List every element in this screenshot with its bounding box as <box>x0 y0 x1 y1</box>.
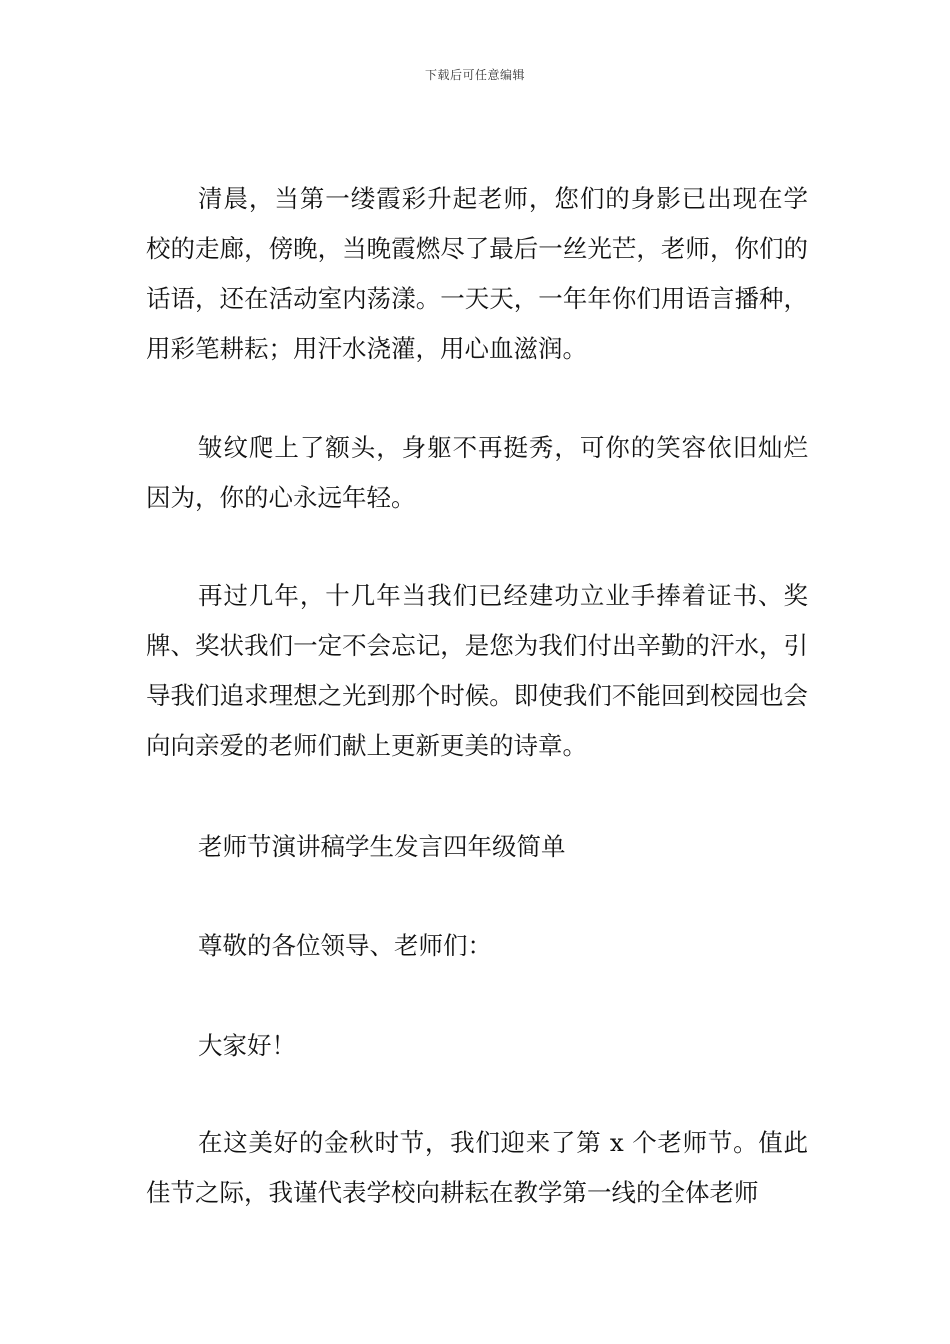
paragraph-future-years: 再过几年，十几年当我们已经建功立业手捧着证书、奖牌、奖状我们一定不会忘记，是您为我们付出辛勤的汗水，引导我们追求理想之光到那个时候。即使我们不能回到校园也会向向亲爱的老师们献上更新更美的诗章。 <box>146 581 808 760</box>
paragraph-wrinkles: 皱纹爬上了额头，身躯不再挺秀，可你的笑容依旧灿烂因为，你的心永远年轻。 <box>146 433 808 512</box>
paragraph-morning-dusk: 清晨，当第一缕霞彩升起老师，您们的身影已出现在学校的走廊，傍晚，当晚霞燃尽了最后一丝光芒，老师，你们的话语，还在活动室内荡漾。一天天，一年年你们用语言播种，用彩笔耕耘；用汗水浇灌，用心血滋润。 <box>146 184 808 363</box>
salutation: 尊敬的各位领导、老师们： <box>198 931 492 960</box>
speech-title: 老师节演讲稿学生发言四年级简单 <box>198 832 566 861</box>
greeting: 大家好！ <box>198 1031 296 1060</box>
paragraph-teachers-day: 在这美好的金秋时节，我们迎来了第 x 个老师节。值此佳节之际，我谨代表学校向耕耘在教学第一线的全体老师 <box>146 1128 808 1207</box>
header-note: 下载后可任意编辑 <box>424 68 525 82</box>
